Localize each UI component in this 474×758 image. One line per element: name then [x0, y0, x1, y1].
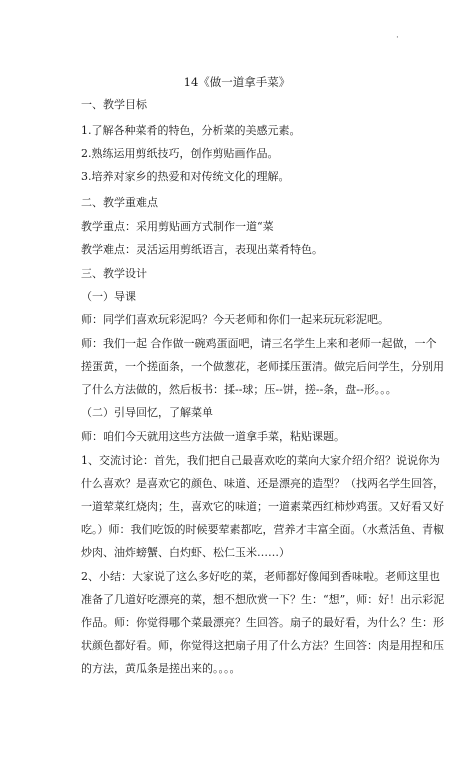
part1-paragraph-1: 师：同学们喜欢玩彩泥吗？今天老师和你们一起来玩玩彩泥吧。 — [81, 313, 389, 326]
lesson-title: 14《做一道拿手菜》 — [183, 75, 291, 89]
part1-p2-line-1: 师：我们一起 合作做一碗鸡蛋面吧，请三名学生上来和老师一起做，一个 — [81, 337, 437, 350]
objective-item-2: 2.熟练运用剪纸技巧，创作剪贴画作品。 — [81, 147, 279, 160]
part2-p2-line-2: 什么喜欢？是喜欢它的颜色、味道、还是漂亮的造型？（找两名学生回答， — [81, 477, 444, 490]
part2-p3-line-1: 2、小结：大家说了这么多好吃的菜，老师都好像闻到香味啦。老师这里也 — [81, 570, 440, 583]
part1-p2-line-3: 了什么方法做的，然后板书：揉--球；压--饼，搓--条，盘--形。。。 — [81, 383, 397, 396]
part2-heading: （二）引导回忆，了解菜单 — [81, 406, 213, 419]
key-point: 教学重点：采用剪贴画方式制作一道“菜 — [81, 220, 274, 233]
part1-heading: （一）导课 — [81, 290, 136, 303]
part2-p3-line-3: 作品。师：你觉得哪个菜最漂亮？生回答。扇子的最好看，为什么？生：形 — [81, 616, 444, 629]
part2-p2-line-3: 一道荤菜红烧肉；生，喜欢它的味道；一道素菜西红柿炒鸡蛋。又好看又好 — [81, 500, 444, 513]
difficulty-point: 教学难点：灵活运用剪纸语言，表现出菜肴特色。 — [81, 243, 323, 256]
objective-item-3: 3.培养对家乡的热爱和对传统文化的理解。 — [81, 170, 290, 183]
section1-heading: 一、教学目标 — [81, 98, 147, 111]
part2-p3-line-2: 准备了几道好吃漂亮的菜，想不想欣赏一下？生：“想”，师：好！出示彩泥 — [81, 593, 445, 606]
corner-mark: · — [396, 33, 399, 43]
part2-p3-line-4: 状颜色都好看。师，你觉得这把扇子用了什么方法？生回答：肉是用捏和压 — [81, 639, 444, 652]
part2-p2-line-5: 炒肉、油炸螃蟹、白灼虾、松仁玉米……） — [81, 546, 290, 559]
part2-p2-line-4: 吃。）师：我们吃饭的时候要荤素都吃，营养才丰富全面。（水煮活鱼、青椒 — [81, 523, 444, 536]
part2-paragraph-1: 师：咱们今天就用这些方法做一道拿手菜，粘贴课题。 — [81, 430, 345, 443]
part2-p2-line-1: 1、交流讨论：首先，我们把自己最喜欢吃的菜向大家介绍介绍？说说你为 — [81, 454, 440, 467]
section3-heading: 三、教学设计 — [81, 267, 147, 280]
part1-p2-line-2: 搓蛋黄，一个搓面条，一个做葱花，老师揉压蛋清。做完后问学生，分别用 — [81, 360, 444, 373]
part2-p3-line-5: 的方法，黄瓜条是搓出来的。。。。 — [81, 662, 241, 675]
objective-item-1: 1.了解各种菜肴的特色，分析菜的美感元素。 — [81, 124, 301, 137]
section2-heading: 二、教学重难点 — [81, 196, 158, 209]
